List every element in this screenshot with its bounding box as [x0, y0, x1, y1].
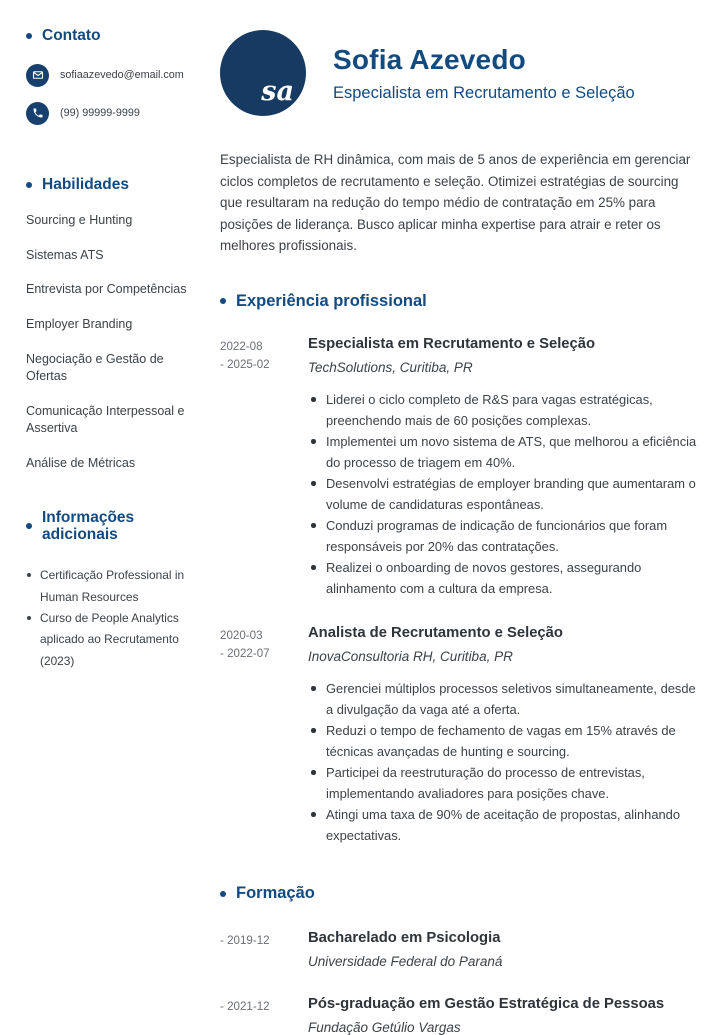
contact-section [26, 27, 196, 125]
education-date: - 2021-12 [220, 1000, 270, 1014]
contact-phone-text: (99) 99999-9999 [60, 107, 140, 120]
job-bullet: Participei da reestruturação do processo de entrevistas, implementando avaliadores para posições chave. [308, 762, 702, 804]
education-school: Fundação Getúlio Vargas [308, 1020, 461, 1035]
additional-info-list [26, 565, 196, 672]
skills-heading [26, 176, 196, 194]
job-bullet: Liderei o ciclo completo de R&S para vagas estratégicas, preenchendo mais de 60 posições complexas. [308, 389, 702, 431]
job-bullet-list [308, 678, 702, 846]
contact-heading-label: Contato [42, 27, 101, 44]
job-dates [220, 336, 308, 599]
education-entry [220, 996, 702, 1035]
experience-heading-label: Experiência profissional [236, 291, 427, 310]
skill-item: Comunicação Interpessoal e Assertiva [26, 403, 185, 435]
phone-icon [26, 102, 49, 125]
job-title: Especialista em Recrutamento e Seleção [308, 336, 596, 353]
job-date-start: 2022-08 [220, 340, 263, 354]
job-bullet: Conduzi programas de indicação de funcionários que foram responsáveis por 20% das contratações. [308, 515, 702, 557]
job-date-end: - 2025-02 [220, 358, 270, 372]
additional-info-heading-label: Informações adicionais [42, 508, 135, 544]
contact-email-row [26, 64, 196, 87]
contact-email-text: sofiaazevedo@email.com [60, 69, 184, 82]
job-date-start: 2020-03 [220, 629, 263, 643]
job-date-end: - 2022-07 [220, 647, 270, 661]
bullet-dot [220, 298, 226, 304]
job-title: Analista de Recrutamento e Seleção [308, 625, 563, 642]
contact-phone-row [26, 102, 196, 125]
summary-paragraph: Especialista de RH dinâmica, com mais de 5 anos de experiência em gerenciar ciclos completos de recrutamento e seleção. Otimizei estratégias de sourcing que resultaram na redução do tempo médio de contratação em 25% para posições de liderança. Busco aplicar minha expertise para atrair e reter os melhores profissionais. [220, 152, 691, 253]
job-bullet: Atingi uma taxa de 90% de aceitação de propostas, alinhando expectativas. [308, 804, 702, 846]
additional-info-section [26, 509, 196, 673]
education-degree: Bacharelado em Psicologia [308, 930, 501, 947]
list-item: Curso de People Analytics aplicado ao Recrutamento (2023) [26, 608, 196, 672]
job-company: InovaConsultoria RH, Curitiba, PR [308, 649, 513, 665]
job-bullet: Gerenciei múltiplos processos seletivos simultaneamente, desde a divulgação da vaga até a oferta. [308, 678, 702, 720]
education-school: Universidade Federal do Paraná [308, 954, 503, 970]
contact-list [26, 64, 196, 125]
contact-heading [26, 27, 196, 45]
education-date: - 2019-12 [220, 934, 270, 948]
header-text [333, 44, 635, 103]
job-body [308, 336, 702, 599]
bullet-dot [26, 523, 32, 529]
bullet-dot [26, 33, 32, 39]
education-body [308, 930, 702, 969]
skills-section [26, 176, 196, 472]
additional-info-heading [26, 509, 196, 545]
job-entry [220, 336, 702, 599]
email-icon [26, 64, 49, 87]
list-item: Certificação Professional in Human Resources [26, 565, 196, 608]
education-heading [220, 884, 702, 903]
skill-item: Employer Branding [26, 317, 133, 332]
bullet-dot [220, 891, 226, 897]
job-bullet: Implementei um novo sistema de ATS, que melhorou a eficiência do processo de triagem em 40%. [308, 431, 702, 473]
education-degree: Pós-graduação em Gestão Estratégica de Pessoas [308, 996, 665, 1013]
job-company: TechSolutions, Curitiba, PR [308, 360, 473, 376]
sidebar [26, 27, 196, 672]
main-column [220, 30, 702, 1035]
avatar-initials: sa [261, 76, 294, 107]
job-entry [220, 625, 702, 846]
candidate-title: Especialista em Recrutamento e Seleção [333, 83, 635, 102]
job-bullet: Desenvolvi estratégias de employer branding que aumentaram o volume de candidaturas espontâneas. [308, 473, 702, 515]
skill-item: Sistemas ATS [26, 247, 104, 262]
avatar [220, 30, 306, 116]
bullet-dot [26, 182, 32, 188]
candidate-name: Sofia Azevedo [333, 43, 526, 75]
skill-item: Análise de Métricas [26, 455, 136, 470]
job-bullet: Realizei o onboarding de novos gestores, assegurando alinhamento com a cultura da empresa. [308, 557, 702, 599]
job-dates [220, 625, 308, 846]
job-bullet: Reduzi o tempo de fechamento de vagas em 15% através de técnicas avançadas de hunting e sourcing. [308, 720, 702, 762]
education-heading-label: Formação [236, 884, 315, 903]
header [220, 30, 702, 116]
experience-heading [220, 292, 702, 311]
skill-item: Sourcing e Hunting [26, 212, 133, 227]
education-body [308, 996, 702, 1035]
skills-heading-label: Habilidades [42, 175, 129, 193]
job-body [308, 625, 702, 846]
skill-item: Negociação e Gestão de Ofertas [26, 352, 164, 383]
skill-item: Entrevista por Competências [26, 282, 187, 297]
education-entry [220, 930, 702, 969]
job-bullet-list [308, 389, 702, 599]
